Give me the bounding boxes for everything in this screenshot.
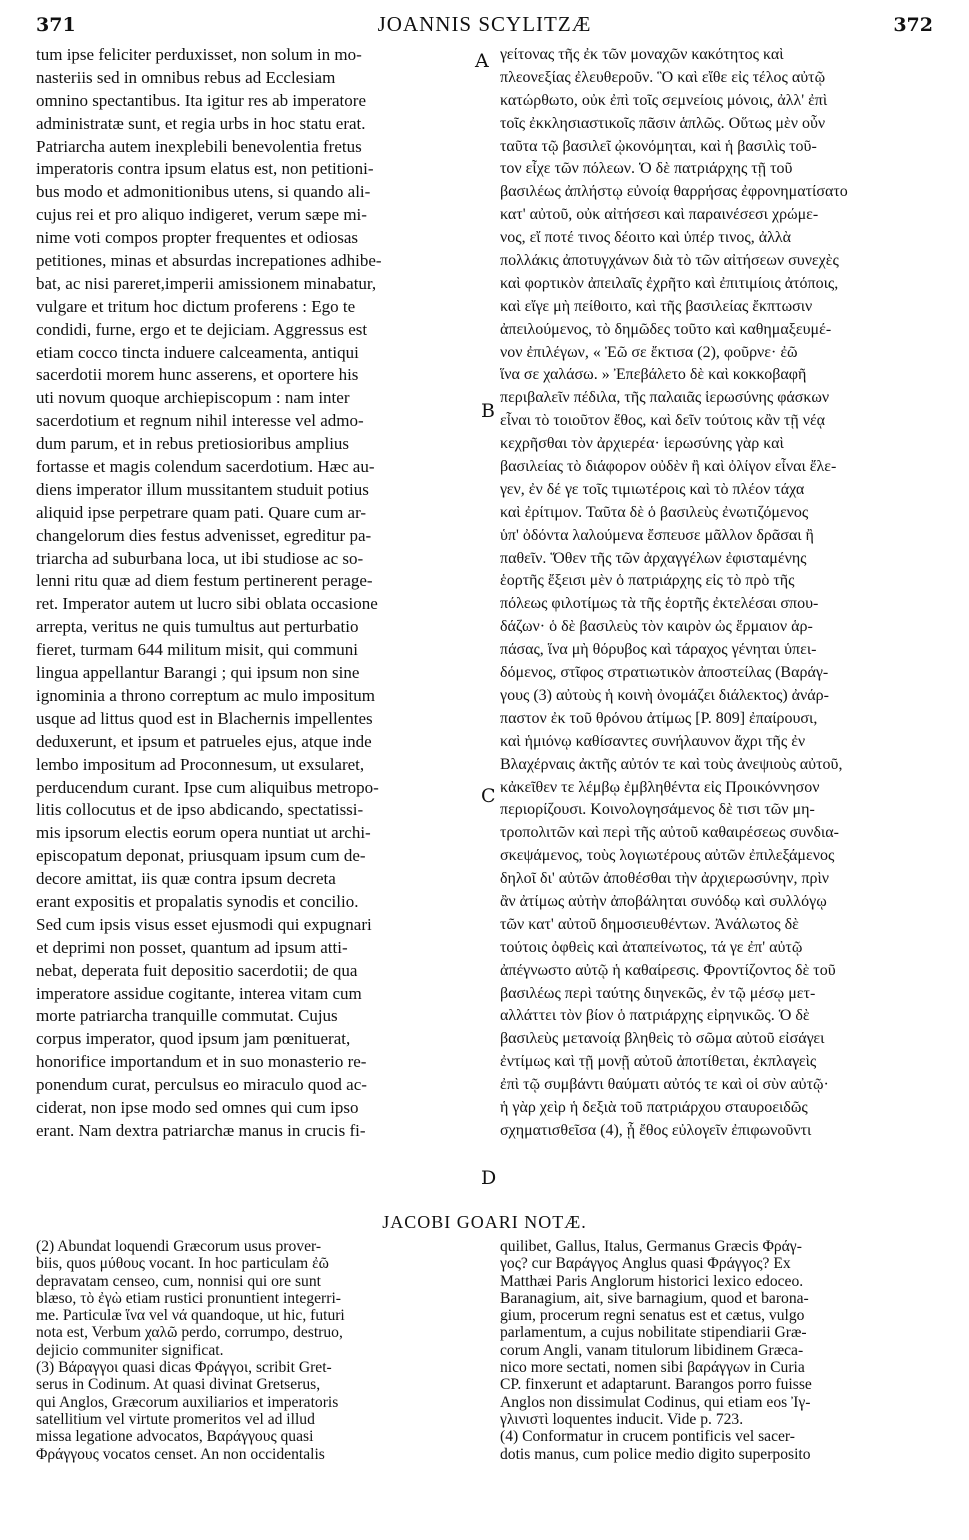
latin-text-line: et deprimi non posset, quantum ad ipsum atti- <box>36 937 348 957</box>
latin-text-line: Patriarcha autem inexplebili benevolentia fretus <box>36 136 362 156</box>
greek-text-line: ἀπειλούμενος, τὸ δημῶδες τοῦτο καὶ καθημαξευμέ- <box>500 320 832 338</box>
latin-text-line: bus modo et admonitionibus utens, si quando ali- <box>36 182 371 202</box>
greek-text-line: τον εἶχε τῶν πόλεων. Ὁ δὲ πατριάρχης τῇ τοῦ <box>500 160 793 178</box>
greek-text-line: ἵνα σε χαλάσω. » Ἐπεβάλετο δὲ καὶ κοκκοβαφῆ <box>500 366 807 384</box>
greek-text-line: βασιλέως ἀπλήστῳ εὐνοίᾳ θαρρήσας ἐφρονηματίσατο <box>500 183 848 201</box>
greek-text-line: ἑορτῆς ἔξεισι μὲν ὁ πατριάρχης εἰς τὸ πρὸ τῆς <box>500 572 795 590</box>
greek-text-line: νος, εἴ ποτέ τινος δέοιτο καὶ ὑπέρ τινος, ἀλλὰ <box>500 229 792 247</box>
greek-text-line: ἡ γὰρ χεὶρ ἡ δεξιὰ τοῦ πατριάρχου σταυροειδῶς <box>500 1098 808 1116</box>
greek-text-line: ὑπ' ὀδόντα λαλούμενα ἔσπευσε μᾶλλον δρᾶσαι ἢ <box>500 526 814 544</box>
latin-text-line: tum ipse feliciter perduxisset, non solum in mo- <box>36 45 362 64</box>
notes-left-column <box>36 1238 468 1463</box>
running-title: JOANNIS SCYLITZÆ <box>377 12 592 36</box>
greek-text-line: Βλαχέρναις ἀκτῆς αὐτόν τε καὶ τοὺς ἀνεψιοὺς αὐτοῦ, <box>500 755 843 773</box>
greek-column <box>500 44 934 1143</box>
latin-text-line: sacerdotii morem hunc asserens, et oportere his <box>36 365 359 385</box>
latin-text-line: fieret, turmam 644 militum misit, qui communi <box>36 640 359 660</box>
latin-text-line: triarcha ad suburbana loca, ut ibi studiose ac so- <box>36 548 364 568</box>
latin-text-line: ponendum curat, perculsus eo miraculo quod ac- <box>36 1075 367 1095</box>
latin-text-line: nime voti compos propter frequentes et odiosas <box>36 228 358 248</box>
note-text-line: dotis manus, cum police medio digito superposito <box>500 1445 811 1463</box>
greek-text-line: πολλάκις ἀποτυγχάνων διὰ τὸ τῶν αἰτήσεων συνεχὲς <box>500 252 839 270</box>
note-text-line: satellitium vel virtute promeritos vel ad illud <box>36 1410 315 1428</box>
latin-text-line: nebat, deperata fuit depositio sacerdotii; de qua <box>36 960 358 980</box>
latin-text-line: nasteriis sed in omnibus rebus ad Ecclesiam <box>36 67 336 87</box>
latin-text-line: condidi, furne, ergo et te dejiciam. Aggressus est <box>36 319 368 339</box>
greek-text-line: τούτοις ὀφθεὶς καὶ ἀταπείνωτος, τά γε ἐπ' αὐτῷ <box>500 938 803 956</box>
note-text-line: blæso, τὸ ἐγὼ etiam rustici pronuntient integerri- <box>36 1289 341 1307</box>
greek-text-line: πόλεως φιλοτίμως τὰ τῆς ἑορτῆς ἐκτελέσαι σπου- <box>500 595 819 613</box>
latin-text-line: etiam cocco tincta induere calceamenta, antiqui <box>36 342 359 362</box>
note-text-line: (3) Βάραγγοι quasi dicas Φράγγοι, scribit Gret- <box>36 1359 332 1377</box>
latin-text-line: mis ipsorum electis eorum opera nuntiat ut archi- <box>36 823 371 843</box>
latin-text-line: fortasse et magis colendum sacerdotium. Hæc au- <box>36 457 375 477</box>
latin-text-line: decore amittat, iis quæ contra ipsum decreta <box>36 869 336 889</box>
latin-text-line: omnino spectantibus. Ita igitur res ab imperatore <box>36 90 366 110</box>
greek-text-line: ἐντίμως καὶ τῇ μονῇ αὐτοῦ ἀποτίθεται, ἐκπλαγεὶς <box>500 1053 817 1071</box>
margin-marker-d: D <box>481 1167 497 1189</box>
greek-text-line: νον ἐπιλέγων, « Ἐῶ σε ἔκτισα (2), φοῦρνε· ἐῶ <box>500 343 798 361</box>
note-text-line: Matthæi Paris Anglorum historici lexico edoceo. <box>500 1272 804 1290</box>
margin-marker-a: A <box>475 50 489 72</box>
note-text-line: γλινιστὶ loquentes inducit. Vide p. 723. <box>500 1410 744 1428</box>
latin-text-line: lingua appellantur Barangi ; qui ipsum non sine <box>36 663 360 683</box>
note-text-line: Φράγγους vocatos censet. An non occidentalis <box>36 1445 325 1463</box>
latin-text-line: lenni ritu quæ ad diem festum pertinerent perage- <box>36 571 373 591</box>
latin-text-line: ciderat, non ipse modo sed omnes qui cum ipso <box>36 1097 359 1117</box>
latin-text-line: administratæ sunt, et regia urbs in hoc statu erat. <box>36 113 366 133</box>
latin-text-line: honorifice importandum et in suo monasterio re- <box>36 1052 367 1072</box>
latin-text-line: ret. Imperator autem ut lucro sibi oblata occasione <box>36 594 378 614</box>
greek-text-line: ἂν ἀτίμως αὐτὴν ἀποβάληται συνόδῳ καὶ συλλόγῳ <box>500 892 827 910</box>
notes-right-column <box>500 1238 934 1463</box>
greek-text-line: ἀπέγνωστο αὐτῷ ἡ καθαίρεσις. Φροντίζοντος δὲ τοῦ <box>500 961 836 979</box>
greek-text-line: σχηματισθεῖσα (4), ᾗ ἔθος εὐλογεῖν ἐπιφωνοῦντι <box>500 1121 812 1139</box>
latin-text-line: erant. Nam dextra patriarchæ manus in crucis fi- <box>36 1120 366 1140</box>
greek-text-line: κἀκεῖθεν τε λέμβῳ ἐμβληθέντα εἰς Προικόννησον <box>500 778 820 796</box>
greek-text-line: τῶν κατ' αὐτοῦ δημοσιευθέντων. Ἀνάλωτος δὲ <box>500 915 799 933</box>
latin-text-line: Sed cum ipsis visus esset ejusmodi qui expugnari <box>36 914 372 934</box>
greek-text-line: κεχρῆσθαι τὸν ἀρχιερέα· ἱερωσύνης γὰρ καὶ <box>500 435 784 453</box>
notes-title: JACOBI GOARI NOTÆ. <box>382 1212 587 1232</box>
greek-text-line: ἐπὶ τῷ συμβάντι θαύματι αὐτός τε καὶ οἱ σὺν αὐτῷ· <box>500 1076 829 1094</box>
note-text-line: missa legatione advocatos, Βαράγγους quasi <box>36 1428 314 1446</box>
latin-text-line: corpus imperator, quod ipsum jam pœnituerat, <box>36 1029 351 1049</box>
note-text-line: nota est, Verbum χαλῶ perdo, corrumpo, destruo, <box>36 1324 343 1342</box>
note-text-line: CP. finxerunt et adaptarunt. Barangos porro fuisse <box>500 1376 812 1394</box>
greek-text-line: κατώρθωτο, οὐκ ἐπὶ τοῖς σεμνείοις μόνοις, ἀλλ' ἐπὶ <box>500 91 828 109</box>
greek-text-line: καὶ φορτικὸν ἀπειλαῖς ἐχρῆτο καὶ ἐπιτιμίοις ἀτόποις, <box>500 274 839 292</box>
greek-text-line: βασιλεὺς μετανοίᾳ βληθεὶς τὸ σῶμα αὐτοῦ εἰσάγει <box>500 1030 825 1048</box>
greek-text-line: σκεψάμενος, τοὺς λογιωτέρους αὐτῶν ἐπιλεξάμενος <box>500 847 835 865</box>
note-text-line: parlamentum, a cujus nobilitate stipendiarii Græ- <box>500 1324 807 1342</box>
greek-text-line: εἶναι τὸ τοιοῦτον ἔθος, καὶ δεῖν τούτοις κἂν τῇ νέᾳ <box>500 412 826 430</box>
latin-text-line: imperatore assidue cogitante, interea vitam cum <box>36 983 362 1003</box>
note-text-line: nico more sectati, nomen sibi βαράγγων in Curia <box>500 1359 805 1377</box>
latin-text-line: diens imperator illum mussitantem studuit potius <box>36 479 369 499</box>
latin-text-line: perducendum curant. Ipse cum aliquibus metropo- <box>36 777 379 797</box>
note-text-line: quilibet, Gallus, Italus, Germanus Græcis Φράγ- <box>500 1238 802 1255</box>
greek-text-line: περιβαλεῖν πέδιλα, τῆς παλαιᾶς ἱερωσύνης φάσκων <box>500 389 830 407</box>
note-text-line: γος? cur Βαράγγος Anglus quasi Φράγγος? Ex <box>500 1255 791 1273</box>
note-text-line: biis, quos μύθους vocant. In hoc particulam ἐῶ <box>36 1255 329 1273</box>
right-page-number: 372 <box>893 14 933 36</box>
latin-text-line: morte patriarcha tranquille commutat. Cujus <box>36 1006 338 1026</box>
latin-text-line: sacerdotium et regnum nihil interesse vel admo- <box>36 411 364 431</box>
latin-text-line: dum parum, et in rebus pretiosioribus amplius <box>36 434 350 454</box>
latin-text-line: changelorum dies festus advenisset, egreditur pa- <box>36 525 372 545</box>
latin-text-line: vulgare et tritum hoc dictum proferens : Ego te <box>36 296 356 316</box>
latin-text-line: erant expositis et propalatis synodis et concilio. <box>36 891 359 911</box>
latin-text-line: usque ad littus quod est in Blachernis impellentes <box>36 708 373 728</box>
greek-text-line: αλλάττει τὸν βίον ὁ πατριάρχης εἰρηνικῶς. Ὁ δὲ <box>500 1007 810 1025</box>
note-text-line: gium, procerum regni senatus est et cætus, vulgo <box>500 1307 805 1325</box>
latin-text-line: bat, ac nisi pareret,imperii amissionem minabatur, <box>36 273 377 293</box>
note-text-line: corum Angli, vanam titulorum libidinem Græca- <box>500 1341 804 1359</box>
page-header <box>0 0 969 48</box>
greek-text-line: δηλοῖ δι' αὐτῶν ἀποθέσθαι τὴν ἀρχιερωσύνην, πρὶν <box>500 870 830 888</box>
latin-text-line: deduxerunt, et ipsum et patrueles ejus, atque inde <box>36 731 372 751</box>
greek-text-line: παστον ἐκ τοῦ θρόνου ἀτίμως [P. 809] ἐπαίρουσι, <box>500 709 818 727</box>
greek-text-line: βασιλέως περὶ ταύτης διηνεκῶς, ἐν τῷ μέσῳ μετ- <box>500 984 816 1002</box>
latin-column <box>36 44 468 1143</box>
note-text-line: serus in Codinum. At quasi divinat Gretserus, <box>36 1376 321 1394</box>
greek-text-line: τοῖς ἐκκλησιαστικοῖς πᾶσιν ἁπλῶς. Οὕτως μὲν οὖν <box>500 114 826 132</box>
note-text-line: dejicio communiter significat. <box>36 1341 224 1359</box>
latin-text-line: imperatoris contra ipsum elatus est, non petitioni- <box>36 159 374 179</box>
margin-marker-b: B <box>481 400 495 422</box>
greek-text-line: καὶ εἴγε μὴ πείθοιτο, καὶ τῆς βασιλείας ἔκπτωσιν <box>500 297 813 315</box>
greek-text-line: γους (3) αὐτοὺς ἡ κοινὴ ὀνομάζει διάλεκτος) ἀνάρ- <box>500 686 829 704</box>
greek-text-line: καὶ ἐρίτιμον. Ταῦτα δὲ ὁ βασιλεὺς ἐνωτιζόμενος <box>500 503 809 521</box>
latin-text-line: cujus rei et pro aliquo indigeret, verum sæpe mi- <box>36 205 367 225</box>
note-text-line: Anglos non dissimulat Codinus, qui etiam eos Ἰγ- <box>500 1393 811 1411</box>
note-text-line: (2) Abundat loquendi Græcorum usus prover- <box>36 1238 322 1255</box>
greek-text-line: πλεονεξίας ἐλευθεροῦν. Ὃ καὶ εἴθε εἰς τέλος αὐτῷ <box>500 68 826 86</box>
latin-text-line: arrepta, veritus ne quis tumultus aut perturbatio <box>36 617 359 637</box>
note-text-line: me. Particulæ ἵνα vel νά quandoque, ut hic, futuri <box>36 1307 345 1325</box>
latin-text-line: uti novum quoque archiepiscopum : nam inter <box>36 388 350 408</box>
greek-text-line: τροπολιτῶν καὶ περὶ τῆς αὐτοῦ καθαιρέσεως συνδια- <box>500 824 839 842</box>
greek-text-line: περιορίζουσι. Κοινολογησάμενος δὲ τισι τῶν μη- <box>500 801 815 819</box>
latin-text-line: lembo impositum ad Proconnesum, ut exsularet, <box>36 754 365 774</box>
greek-text-line: καὶ ἡμιόνῳ καθίσαντες συνήλαυνον ἄχρι τῆς ἐν <box>500 732 806 750</box>
latin-text-line: aliquid ipse perpetrare quam pati. Quare cum ar- <box>36 502 367 522</box>
note-text-line: Baranagium, ait, sive barnagium, quod et barona- <box>500 1289 809 1307</box>
latin-text-line: petitiones, minas et absurdas increpationes adhibe- <box>36 251 382 271</box>
greek-text-line: κατ' αὐτοῦ, οὐκ αἰτήσεσι καὶ παραινέσεσι χρώμε- <box>500 206 819 224</box>
greek-text-line: δάζων· ὁ δὲ βασιλεὺς τὸν καιρὸν ὡς ἕρμαιον ἁρ- <box>500 618 813 636</box>
greek-text-line: γεν, ἐν δέ γε τοῖς τιμιωτέροις καὶ τὸ πλέον τάχα <box>500 480 805 498</box>
greek-text-line: πάσας, ἵνα μὴ θόρυβος καὶ τάραχος γένηται ὑπει- <box>500 641 817 659</box>
greek-text-line: ταῦτα τῷ βασιλεῖ ᾠκονόμηται, καὶ ἡ βασιλὶς τοῦ- <box>500 137 817 155</box>
greek-text-line: βασιλείας τὸ διάφορον οὐδὲν ἢ καὶ ὀλίγον εἶναι ἔλε- <box>500 458 837 476</box>
left-page-number: 371 <box>36 14 76 36</box>
latin-text-line: ignominia a throno correptum ac mulo impositum <box>36 685 375 705</box>
greek-text-line: δόμενος, στῖφος στρατιωτικὸν ἀποστείλας (Βαράγ- <box>500 664 829 682</box>
latin-text-line: litis collocutus et de ipso abdicando, spectatissi- <box>36 800 364 820</box>
greek-text-line: γείτονας τῆς ἐκ τῶν μοναχῶν κακότητος καὶ <box>500 46 784 63</box>
latin-text-line: episcopatum deponat, priusquam ipsum cum de- <box>36 846 366 866</box>
greek-text-line: παθεῖν. Ὅθεν τῆς τῶν ἀρχαγγέλων ἐφισταμένης <box>500 549 807 567</box>
note-text-line: depravatam censeo, cum, nonnisi qui ore sunt <box>36 1272 321 1290</box>
note-text-line: qui Anglos, Græcorum auxiliarios et imperatoris <box>36 1393 339 1411</box>
note-text-line: (4) Conformatur in crucem pontificis vel sacer- <box>500 1428 795 1446</box>
margin-marker-c: C <box>481 785 496 807</box>
